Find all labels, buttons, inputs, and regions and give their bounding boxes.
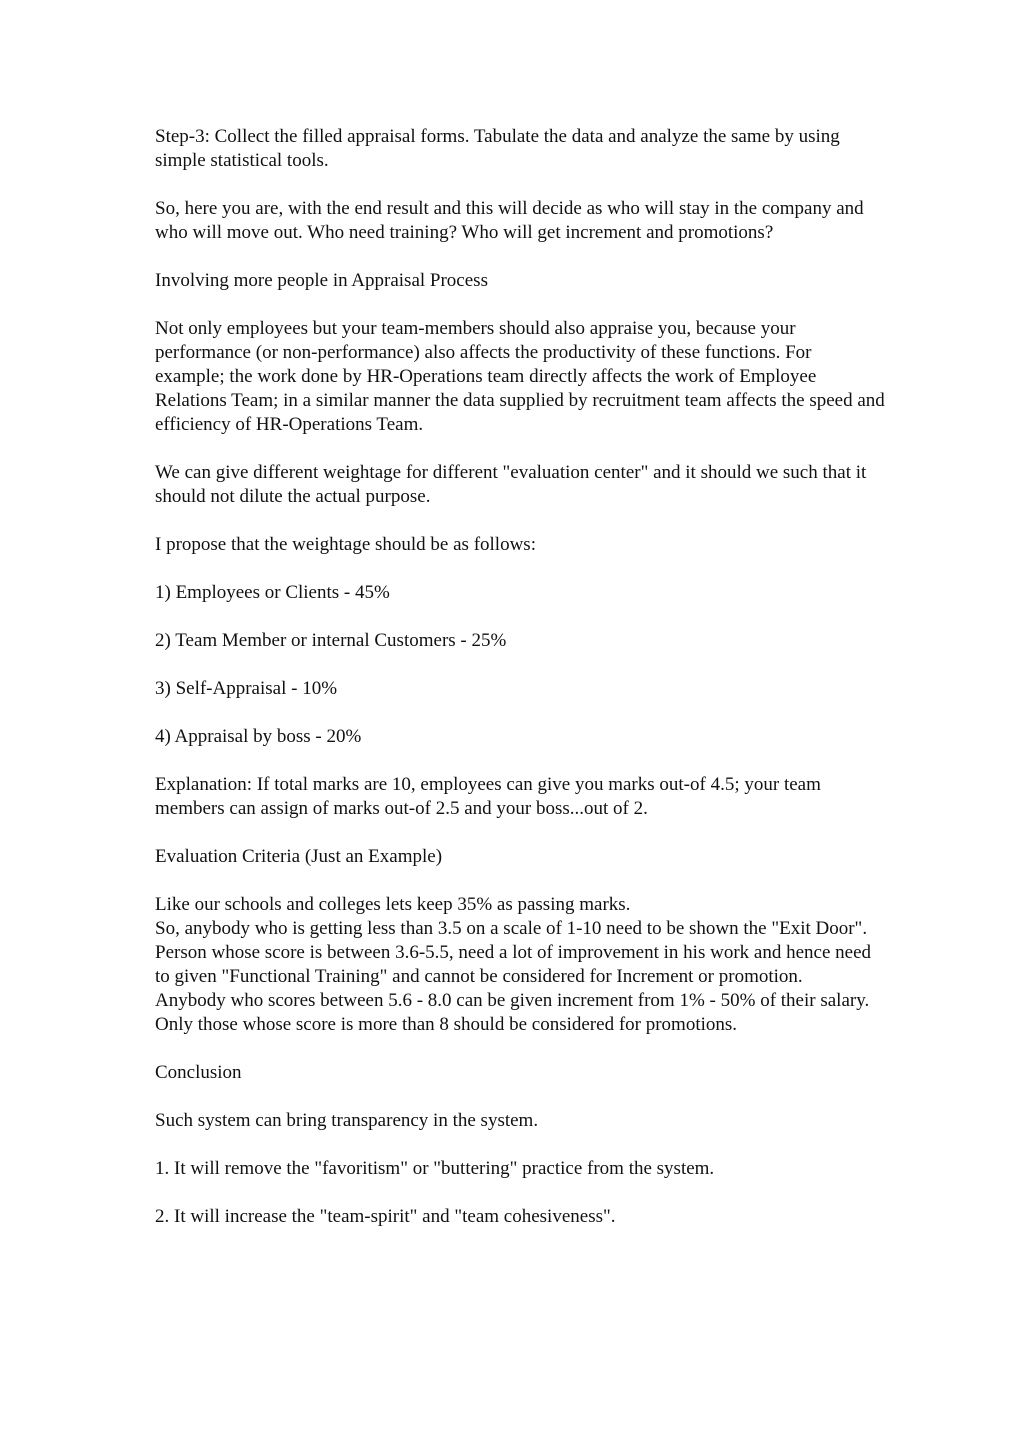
weightage-item-boss: 4) Appraisal by boss - 20% xyxy=(155,726,362,747)
section-heading-conclusion: Conclusion xyxy=(155,1062,242,1083)
conclusion-item-favoritism: 1. It will remove the "favoritism" or "buttering" practice from the system. xyxy=(155,1158,715,1179)
paragraph-explanation: Explanation: If total marks are 10, employees can give you marks out-of 4.5; your team members can assign of marks out-of 2.5 and your boss...out of 2. xyxy=(155,774,821,819)
section-heading-involving-people: Involving more people in Appraisal Process xyxy=(155,270,488,291)
paragraph-end-result: So, here you are, with the end result and this will decide as who will stay in the company and who will move out. Who need training? Who will get increment and promotions? xyxy=(155,198,864,243)
weightage-item-team-member: 2) Team Member or internal Customers - 25% xyxy=(155,630,507,651)
criteria-line-exit-door: So, anybody who is getting less than 3.5 on a scale of 1-10 need to be shown the "Exit Door". xyxy=(155,918,868,939)
paragraph-proposal: I propose that the weightage should be as follows: xyxy=(155,534,536,555)
criteria-line-passing-marks: Like our schools and colleges lets keep 35% as passing marks. xyxy=(155,894,631,915)
criteria-line-promotions: Only those whose score is more than 8 should be considered for promotions. xyxy=(155,1014,738,1035)
weightage-item-employees: 1) Employees or Clients - 45% xyxy=(155,582,390,603)
criteria-line-functional-training: Person whose score is between 3.6-5.5, need a lot of improvement in his work and hence need to given "Functional Training" and cannot be considered for Increment or promotion. xyxy=(155,942,871,987)
section-heading-evaluation-criteria: Evaluation Criteria (Just an Example) xyxy=(155,846,443,867)
conclusion-item-team-spirit: 2. It will increase the "team-spirit" and "team cohesiveness". xyxy=(155,1206,616,1227)
criteria-line-increment: Anybody who scores between 5.6 - 8.0 can be given increment from 1% - 50% of their salary. xyxy=(155,990,870,1011)
paragraph-weightage-intro: We can give different weightage for different "evaluation center" and it should we such that it should not dilute the actual purpose. xyxy=(155,462,867,507)
paragraph-team-appraisal: Not only employees but your team-members should also appraise you, because your performance (or non-performance) also affects the productivity of these functions. For example; the work done by HR-Operations team directly affects the work of Employee Relations Team; in a similar manner the data supplied by recruitment team affects the speed and efficiency of HR-Operations Team. xyxy=(155,318,885,435)
evaluation-criteria-block xyxy=(155,893,885,1037)
document-body xyxy=(155,125,885,1229)
paragraph-step-3: Step-3: Collect the filled appraisal forms. Tabulate the data and analyze the same by using simple statistical tools. xyxy=(155,126,840,171)
paragraph-transparency: Such system can bring transparency in the system. xyxy=(155,1110,539,1131)
weightage-item-self-appraisal: 3) Self-Appraisal - 10% xyxy=(155,678,338,699)
